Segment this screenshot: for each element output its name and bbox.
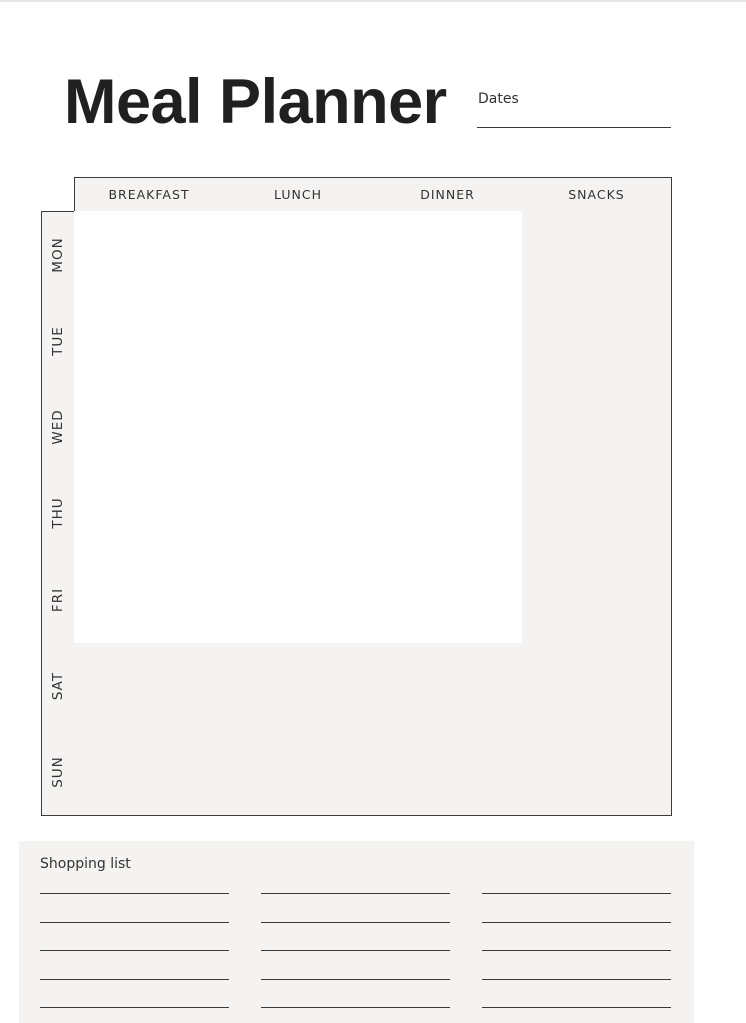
meal-cell-sun-lunch[interactable] [223,729,374,816]
meal-cell-sun-breakfast[interactable] [74,729,224,816]
day-label-text: SAT [50,671,66,701]
page-title: Meal Planner [64,67,447,137]
meal-cell-mon-lunch[interactable] [223,211,374,298]
meal-cell-thu-snacks[interactable] [522,470,672,557]
meal-cell-sat-snacks[interactable] [522,643,672,730]
meal-cell-wed-snacks[interactable] [522,384,672,471]
dates-label: Dates [478,91,519,107]
shopping-list-panel [19,841,694,1023]
meal-cell-tue-dinner[interactable] [373,297,523,385]
meal-cell-wed-dinner[interactable] [373,384,523,471]
shopping-list-line[interactable] [40,922,229,923]
day-label-text: WED [50,409,66,445]
shopping-list-line[interactable] [261,922,450,923]
meal-cell-tue-lunch[interactable] [223,297,374,385]
meal-cell-thu-breakfast[interactable] [74,470,224,557]
column-header-lunch: LUNCH [223,177,374,212]
meal-cell-tue-breakfast[interactable] [74,297,224,385]
meal-cell-wed-lunch[interactable] [223,384,374,471]
column-header-breakfast: BREAKFAST [74,177,224,212]
day-label-sat [41,643,75,730]
column-header-dinner: DINNER [373,177,523,212]
meal-cell-sat-lunch[interactable] [223,643,374,730]
meal-cell-fri-snacks[interactable] [522,556,672,644]
shopping-list-line[interactable] [40,950,229,951]
day-label-text: TUE [50,325,66,356]
day-label-text: SUN [50,756,66,788]
day-label-sun [41,729,75,816]
shopping-list-line[interactable] [261,950,450,951]
shopping-list-title: Shopping list [40,856,131,872]
shopping-list-line[interactable] [482,979,671,980]
day-label-text: FRI [50,587,66,612]
shopping-list-line[interactable] [261,1007,450,1008]
shopping-list-line[interactable] [261,893,450,894]
meal-cell-sun-dinner[interactable] [373,729,523,816]
column-header-snacks: SNACKS [522,177,672,212]
meal-cell-mon-breakfast[interactable] [74,211,224,298]
shopping-list-line[interactable] [40,979,229,980]
meal-cell-fri-dinner[interactable] [373,556,523,644]
meal-cell-thu-lunch[interactable] [223,470,374,557]
shopping-list-line[interactable] [482,950,671,951]
meal-cell-mon-snacks[interactable] [522,211,672,298]
meal-cell-sat-breakfast[interactable] [74,643,224,730]
day-label-thu [41,470,75,557]
meal-cell-fri-breakfast[interactable] [74,556,224,644]
day-label-text: THU [50,497,66,529]
day-label-mon [41,211,75,298]
meal-cell-fri-lunch[interactable] [223,556,374,644]
shopping-list-line[interactable] [482,893,671,894]
shopping-list-line[interactable] [40,893,229,894]
day-label-text: MON [50,236,66,273]
meal-cell-mon-dinner[interactable] [373,211,523,298]
shopping-list-line[interactable] [482,922,671,923]
shopping-list-line[interactable] [482,1007,671,1008]
day-label-tue [41,297,75,385]
meal-cell-sun-snacks[interactable] [522,729,672,816]
shopping-list-line[interactable] [40,1007,229,1008]
meal-cell-wed-breakfast[interactable] [74,384,224,471]
meal-cell-tue-snacks[interactable] [522,297,672,385]
meal-cell-sat-dinner[interactable] [373,643,523,730]
day-label-wed [41,384,75,471]
meal-cell-thu-dinner[interactable] [373,470,523,557]
day-label-fri [41,556,75,644]
shopping-list-line[interactable] [261,979,450,980]
